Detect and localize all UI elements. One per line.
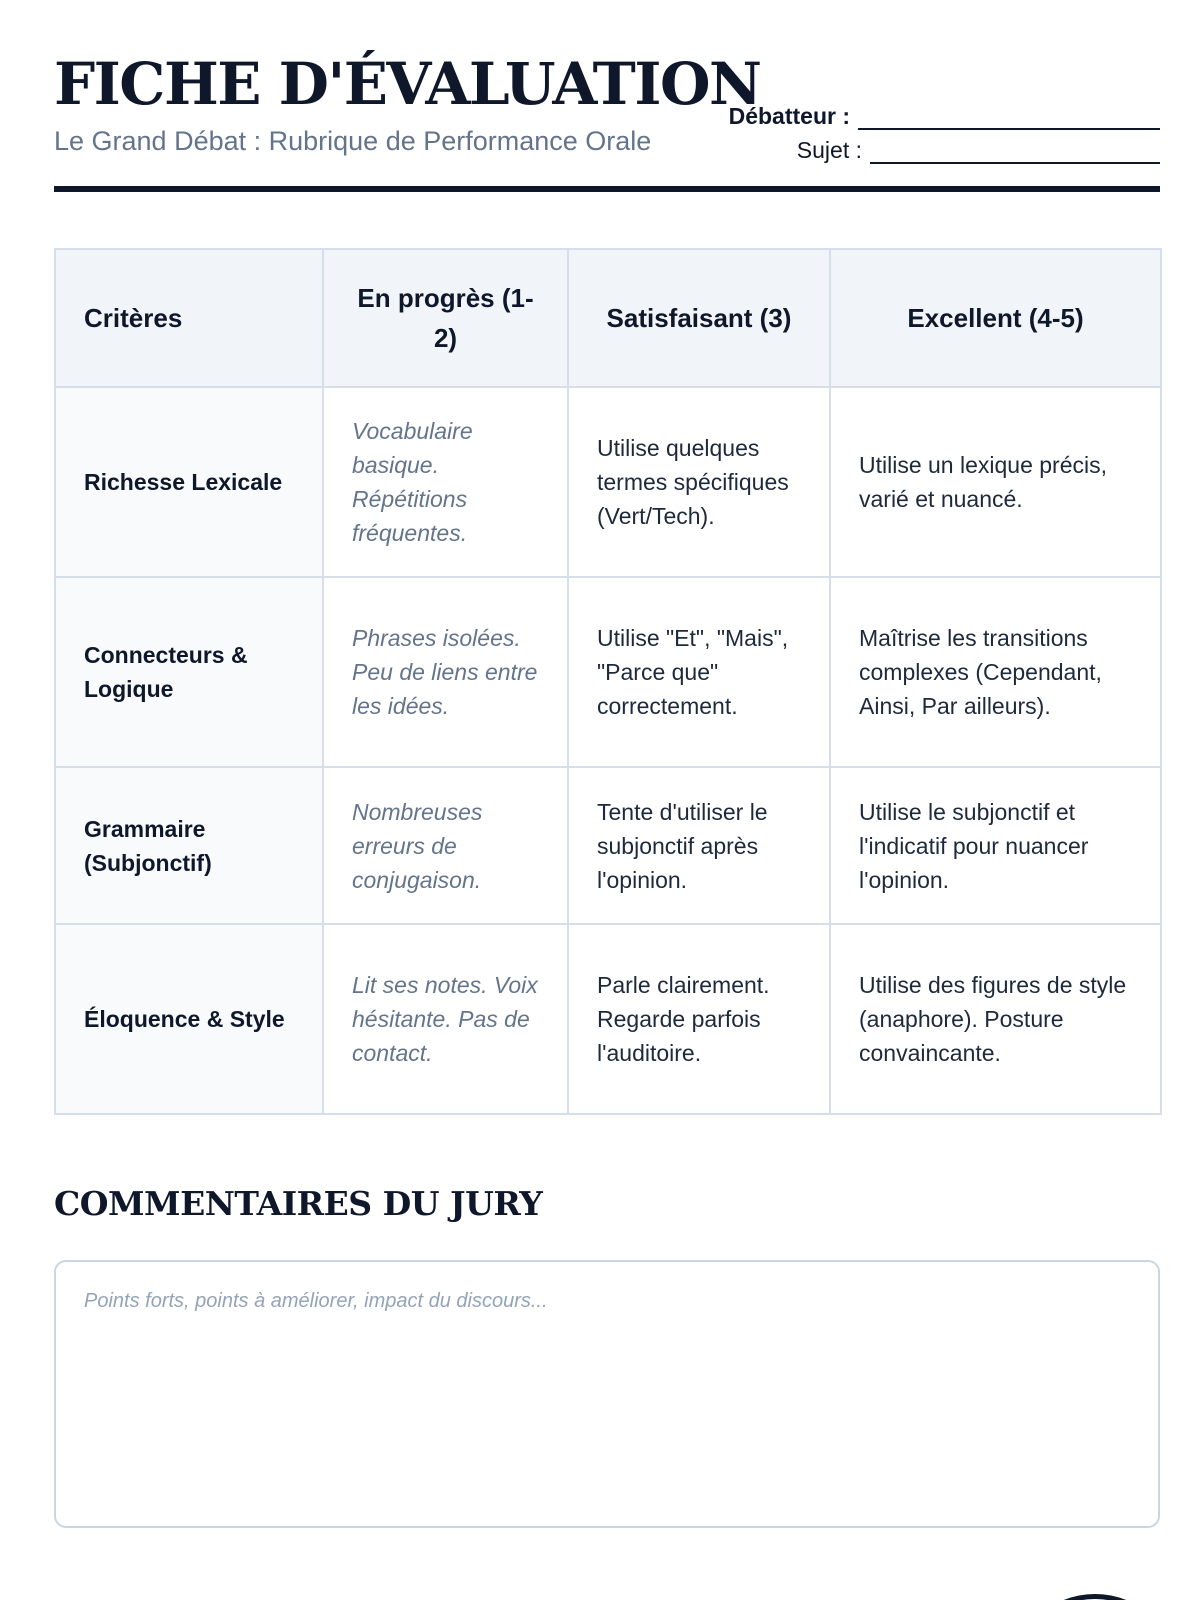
progress-cell: Vocabulaire basique. Répétitions fréquentes. xyxy=(323,387,568,577)
table-row xyxy=(55,924,1161,1114)
progress-cell: Phrases isolées. Peu de liens entre les idées. xyxy=(323,577,568,767)
excellent-cell: Utilise des figures de style (anaphore). Posture convaincante. xyxy=(830,924,1161,1114)
rubric-table xyxy=(54,248,1162,1115)
rubric-header-row xyxy=(55,249,1161,387)
header-criteria: Critères xyxy=(55,249,323,387)
excellent-cell: Utilise le subjonctif et l'indicatif pour nuancer l'opinion. xyxy=(830,767,1161,924)
header-in-progress: En progrès (1-2) xyxy=(323,249,568,387)
comments-textarea[interactable] xyxy=(54,1260,1160,1528)
identity-fields xyxy=(720,96,1160,164)
sheet-header xyxy=(54,0,1160,196)
criterion-cell: Éloquence & Style xyxy=(55,924,323,1114)
debater-field-row xyxy=(720,96,1160,130)
table-row xyxy=(55,387,1161,577)
debater-label: Débatteur : xyxy=(728,103,850,129)
table-row xyxy=(55,577,1161,767)
satisfactory-cell: Utilise quelques termes spécifiques (Vert/Tech). xyxy=(568,387,830,577)
header-satisfactory: Satisfaisant (3) xyxy=(568,249,830,387)
evaluation-sheet xyxy=(54,0,1160,1312)
comments-placeholder: Points forts, points à améliorer, impact du discours... xyxy=(84,1290,548,1312)
progress-cell: Lit ses notes. Voix hésitante. Pas de contact. xyxy=(323,924,568,1114)
satisfactory-cell: Parle clairement. Regarde parfois l'auditoire. xyxy=(568,924,830,1114)
progress-cell: Nombreuses erreurs de conjugaison. xyxy=(323,767,568,924)
excellent-cell: Utilise un lexique précis, varié et nuancé. xyxy=(830,387,1161,577)
subject-label: Sujet : xyxy=(796,137,862,163)
subject-field[interactable] xyxy=(870,140,1160,164)
sheet-subtitle: Le Grand Débat : Rubrique de Performance Orale xyxy=(54,126,652,156)
satisfactory-cell: Utilise "Et", "Mais", "Parce que" correctement. xyxy=(568,577,830,767)
comments-title: COMMENTAIRES DU JURY xyxy=(54,1184,543,1223)
criterion-cell: Grammaire (Subjonctif) xyxy=(55,767,323,924)
table-row xyxy=(55,767,1161,924)
satisfactory-cell: Tente d'utiliser le subjonctif après l'opinion. xyxy=(568,767,830,924)
sheet-title: FICHE D'ÉVALUATION xyxy=(54,50,761,118)
subject-field-row xyxy=(720,130,1160,164)
criterion-cell: Connecteurs & Logique xyxy=(55,577,323,767)
header-excellent: Excellent (4-5) xyxy=(830,249,1161,387)
debater-field[interactable] xyxy=(858,106,1160,130)
excellent-cell: Maîtrise les transitions complexes (Cependant, Ainsi, Par ailleurs). xyxy=(830,577,1161,767)
stamp-circle xyxy=(1010,1594,1180,1600)
header-divider xyxy=(54,186,1160,192)
criterion-cell: Richesse Lexicale xyxy=(55,387,323,577)
